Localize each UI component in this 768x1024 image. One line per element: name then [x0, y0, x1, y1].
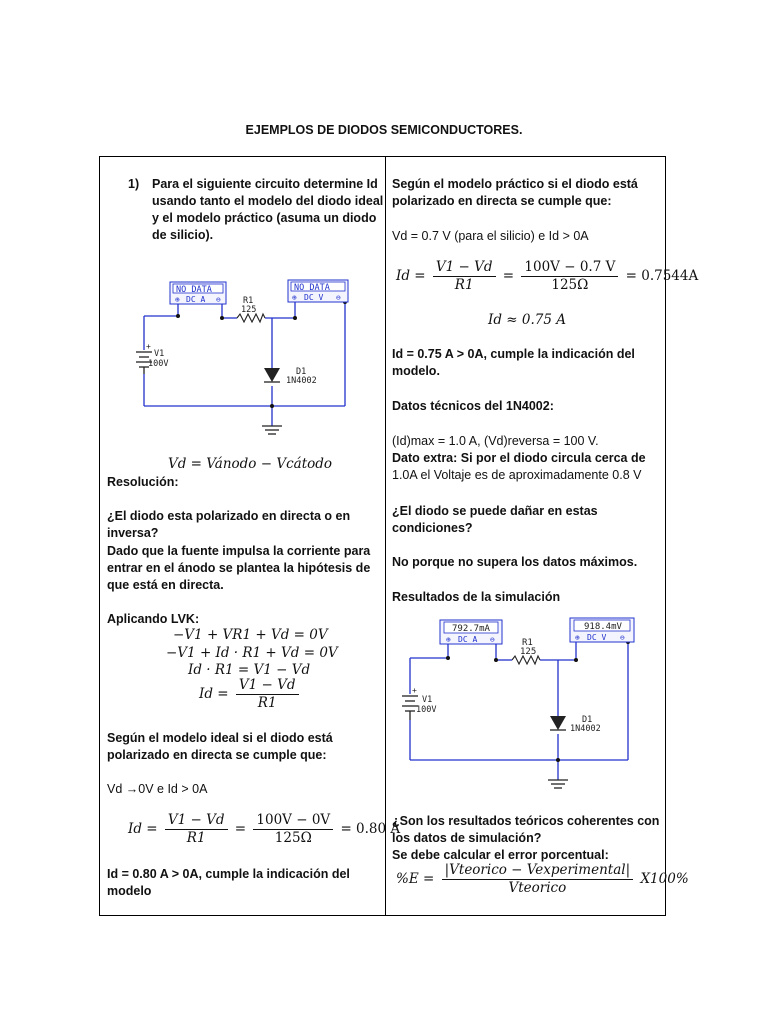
question-line: ¿Son los resultados teóricos coherentes con	[392, 814, 660, 828]
lvk-equation: Id · R1 = V1 − Vd	[188, 662, 311, 678]
column-divider	[385, 156, 386, 916]
practical-conclusion: modelo.	[392, 364, 440, 378]
datos-extra: Dato extra: Si por el diodo circula cerca de	[392, 451, 646, 465]
voltmeter-mode: DC V	[587, 633, 607, 642]
vd-formula: Vd = Vánodo − Vcátodo	[168, 456, 333, 472]
svg-text:⊕: ⊕	[292, 293, 297, 302]
svg-text:⊖: ⊖	[336, 293, 341, 302]
svg-text:⊕: ⊕	[575, 633, 580, 642]
ammeter-mode: DC A	[458, 635, 478, 644]
question-line: ¿El diodo se puede dañar en estas	[392, 504, 598, 518]
lvk-equation: −V1 + VR1 + Vd = 0V	[173, 627, 328, 643]
svg-text:⊖: ⊖	[490, 635, 495, 644]
fraction-numerator: 100V − 0.7 V	[521, 260, 618, 277]
ammeter-reading: NO DATA	[176, 285, 212, 295]
source-value: 100V	[148, 359, 169, 369]
voltmeter-reading: NO DATA	[294, 283, 330, 293]
fraction-numerator: V1 − Vd	[433, 260, 496, 277]
fraction-denominator: R1	[454, 277, 474, 293]
ammeter-mode: DC A	[186, 295, 206, 304]
problem-line: usando tanto el modelo del diodo ideal	[152, 194, 384, 208]
equation-result: = 0.80 A	[340, 821, 401, 837]
approx-result: Id ≈ 0.75 A	[488, 312, 566, 328]
fraction-numerator: 100V − 0V	[253, 813, 333, 830]
diode-model: 1N4002	[286, 376, 317, 386]
resistor-value: 125	[241, 305, 257, 315]
svg-text:+: +	[146, 342, 151, 351]
ideal-conclusion: Id = 0.80 A > 0A, cumple la indicación del	[107, 867, 350, 881]
problem-line: de silicio).	[152, 228, 214, 242]
practical-line: Según el modelo práctico si el diodo está	[392, 177, 638, 191]
diode-model: 1N4002	[570, 724, 601, 734]
fraction-numerator: |Vteorico − Vexperimental|	[442, 863, 634, 880]
resistor-value: 125	[520, 647, 537, 657]
ideal-equation: Id = $\frac{V1 - Vd}{R1}$ = $\frac{100V - 0V}{125\Omega}$ = 0.80 A	[128, 812, 401, 846]
fraction-denominator: 125Ω	[274, 830, 312, 846]
problem-number: 1)	[128, 177, 140, 191]
question-line: ¿El diodo esta polarizado en directa o en	[107, 509, 351, 523]
equation-lhs: %E =	[396, 871, 435, 887]
answer-line: entrar en el ánodo se plantea la hipótesis de	[107, 561, 371, 575]
ideal-line: polarizado en directa se cumple que:	[107, 748, 327, 762]
voltmeter-mode: DC V	[304, 293, 324, 302]
answer-line: Dado que la fuente impulsa la corriente para	[107, 544, 371, 558]
svg-text:⊖: ⊖	[620, 633, 625, 642]
ammeter-reading: 792.7mA	[452, 624, 490, 634]
diode-name: D1	[296, 367, 307, 377]
problem-line: Para el siguiente circuito determine Id	[152, 177, 378, 191]
lvk-equation-fraction	[199, 678, 302, 711]
resistor-name: R1	[522, 638, 533, 648]
datos-title: Datos técnicos del 1N4002:	[392, 399, 554, 413]
problem-line: y el modelo práctico (asuma un diodo	[152, 211, 377, 225]
fraction-lhs: Id =	[199, 686, 229, 702]
circuit-diagram-2	[400, 616, 640, 801]
practical-condition: Vd = 0.7 V (para el silicio) e Id > 0A	[392, 229, 589, 243]
svg-text:+: +	[412, 686, 417, 695]
svg-text:⊕: ⊕	[446, 635, 451, 644]
datos-extra: 1.0A el Voltaje es de aproximadamente 0.8 V	[392, 468, 642, 482]
equation-lhs: Id =	[128, 821, 158, 837]
lvk-label: Aplicando LVK:	[107, 612, 200, 626]
equation-result: = 0.7544A	[625, 268, 699, 284]
practical-conclusion: Id = 0.75 A > 0A, cumple la indicación del	[392, 347, 635, 361]
resolucion-label: Resolución:	[107, 475, 179, 489]
answer-line: que está en directa.	[107, 578, 224, 592]
practical-equation: Id = $\frac{V1 - Vd}{R1}$ = $\frac{100V - 0.7 V}{125\Omega}$ = 0.7544A	[396, 259, 699, 293]
source-name: V1	[154, 349, 165, 359]
fraction-numerator: V1 − Vd	[165, 813, 228, 830]
circuit-diagram-1	[130, 278, 360, 445]
sim-title: Resultados de la simulación	[392, 590, 561, 604]
question-line: inversa?	[107, 526, 159, 540]
fraction-denominator: R1	[186, 830, 206, 846]
lvk-equation: −V1 + Id · R1 + Vd = 0V	[166, 645, 338, 661]
page-title: EJEMPLOS DE DIODOS SEMICONDUCTORES.	[245, 123, 523, 137]
ideal-condition: Vd →0V e Id > 0A	[107, 782, 208, 796]
resistor-name: R1	[243, 296, 254, 306]
equation-tail: X100%	[640, 871, 689, 887]
ideal-conclusion: modelo	[107, 884, 152, 898]
question-line: condiciones?	[392, 521, 473, 535]
error-equation	[396, 863, 689, 896]
fraction-denominator: R1	[257, 695, 277, 711]
fraction-denominator: Vteorico	[508, 880, 567, 896]
question-line: los datos de simulación?	[392, 831, 542, 845]
voltmeter-reading: 918.4mV	[584, 622, 622, 632]
answer-line: No porque no supera los datos máximos.	[392, 555, 638, 569]
fraction-denominator: 125Ω	[551, 277, 589, 293]
source-name: V1	[422, 695, 433, 705]
svg-text:⊖: ⊖	[216, 295, 221, 304]
datos-line: (Id)max = 1.0 A, (Vd)reversa = 100 V.	[392, 434, 599, 448]
practical-line: polarizado en directa se cumple que:	[392, 194, 612, 208]
source-value: 100V	[416, 705, 437, 715]
diode-name: D1	[582, 715, 593, 725]
ideal-line: Según el modelo ideal si el diodo está	[107, 731, 333, 745]
equation-lhs: Id =	[396, 268, 426, 284]
error-intro: Se debe calcular el error porcentual:	[392, 848, 609, 862]
svg-text:⊕: ⊕	[175, 295, 180, 304]
fraction-numerator: V1 − Vd	[236, 678, 299, 695]
